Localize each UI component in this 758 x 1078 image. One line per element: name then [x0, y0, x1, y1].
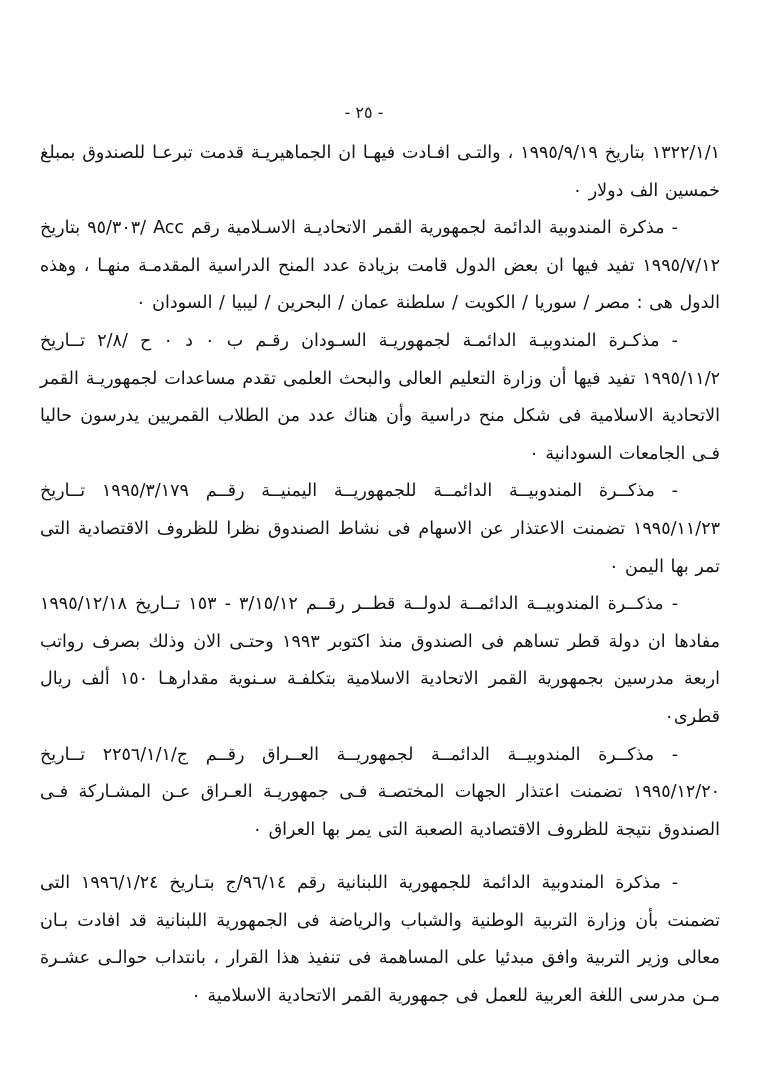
memo-paragraph-yemen: - مذكــرة المندوبيــة الدائمــة للجمهوريــة اليمنيــة رقــم ١٩٩٥/٣/١٧٩ تــاريخ ١٩٩٥/١١/٢٣ تضمنت الاعتذار عن الاسهام فى نشاط الصندوق نظرا للظروف الاقتصادية التى تمر بها اليمن ٠: [40, 481, 720, 577]
memo-paragraph-lebanon: - مذكرة المندوبية الدائمة للجمهورية اللبنانية رقم ٩٦/١٤/ج بتـاريخ ١٩٩٦/١/٢٤ التى تضمنت بأن وزارة التربية الوطنية والشباب والرياضة فى الجمهورية اللبنانية قد افادت بـان معالى وزير التربية وافق مبدئيا على المساهمة فى تنفيذ هذا القرار ، بانتداب حوالـى عشـرة مـن مدرسى اللغة العربية للعمل فى جمهورية القمر الاتحادية الاسلامية ٠: [40, 873, 720, 1007]
memo-paragraph-libya-donation: ١٣٢٢/١/١ بتاريخ ١٩٩٥/٩/١٩ ، والتـى افـادت فيهـا ان الجماهيريـة قدمت تبرعـا للصندوق بمبلغ خمسين الف دولار ٠: [40, 143, 721, 201]
memo-paragraph-iraq: - مذكــرة المندوبيــة الدائمــة لجمهوريــة العــراق رقــم ج/٢٢٥٦/١/١ تــاريخ ١٩٩٥/١٢/٢٠ تضمنت اعتذار الجهات المختصـة فـى جمهوريـة العـراق عـن المشـاركة فـى الصندوق نتيجة للظروف الاقتصادية الصعبة التى يمر بها العراق ٠: [40, 744, 720, 840]
page-number: - ٢٥ -: [344, 103, 384, 122]
memo-paragraph-comoros: - مذكرة المندوبية الدائمة لجمهورية القمر الاتحاديـة الاسـلامية رقم Acc /٩٥/٣٠٣ بتاريخ ١٩٩٥/٧/١٢ تفيد فيها ان بعض الدول قامت بزيادة عدد المنح الدراسية المقدمـة منهـا ، وهذه الدول هى : مصر / سوريا / الكويت / سلطنة عمان / البحرين / ليبيا / السودان ٠: [40, 218, 720, 314]
memo-paragraph-sudan: - مذكـرة المندوبيـة الدائمـة لجمهوريـة السـودان رقـم ب ٠ د ٠ ح /٢/٨ تــاريخ ١٩٩٥/١١/٢ تفيد فيها أن وزارة التعليم العالى والبحث العلمى تقدم مساعدات لجمهوريـة القمر الاتحادية الاسلامية فى شكل منح دراسية وأن هناك عدد من الطلاب القمريين يدرسون حاليا فـى الجامعات السودانية ٠: [40, 330, 720, 464]
document-body: [40, 135, 720, 1016]
memo-paragraph-qatar: - مذكــرة المندوبيــة الدائمــة لدولــة قطــر رقــم ٣/١٥/١٢ - ١٥٣ تــاريخ ١٩٩٥/١٢/١٨ مفادها ان دولة قطر تساهم فى الصندوق منذ اكتوبر ١٩٩٣ وحتـى الان وذلك بصرف رواتب اربعة مدرسين بجمهورية القمر الاتحادية الاسلامية بتكلفـة سـنوية مقدارهـا ١٥٠ ألف ريال قطرى٠: [40, 594, 720, 727]
